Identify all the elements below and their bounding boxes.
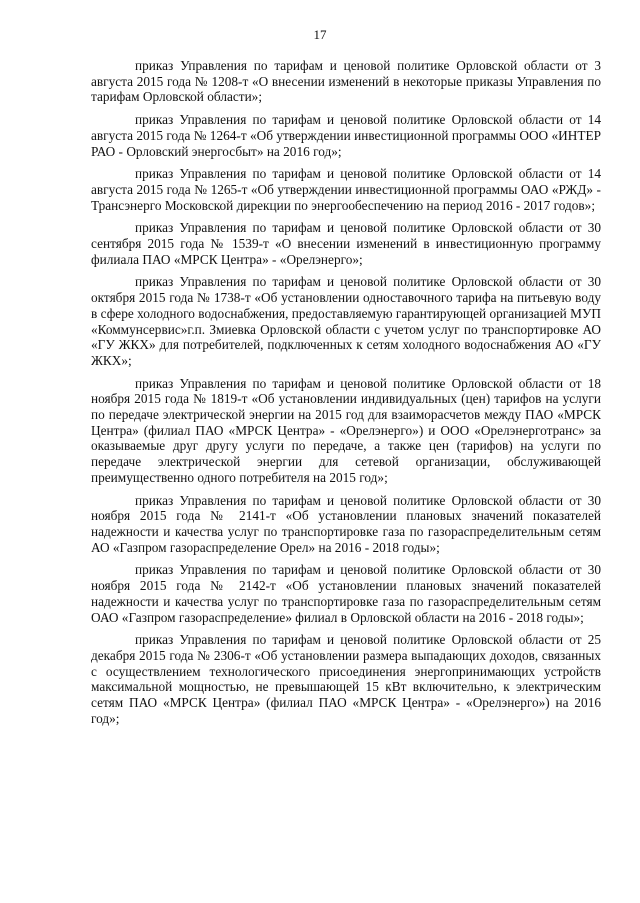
paragraph-3: приказ Управления по тарифам и ценовой политике Орловской области от 14 августа 2015 года № 1265-т «Об утверждении инвестиционной программы ОАО «РЖД» - Трансэнерго Московской дирекции по энергообеспечению на период 2016 - 2017 годов»; (91, 166, 601, 213)
paragraph-9: приказ Управления по тарифам и ценовой политике Орловской области от 25 декабря 2015 года № 2306-т «Об установлении размера выпадающих доходов, связанных с осуществлением технологического присоединения энергопринимающих устройств максимальной мощностью, не превышающей 15 кВт включительно, к электрическим сетям ПАО «МРСК Центра» (филиал ПАО «МРСК Центра» - «Орелэнерго») на 2016 год»; (91, 632, 601, 726)
paragraph-2: приказ Управления по тарифам и ценовой политике Орловской области от 14 августа 2015 года № 1264-т «Об утверждении инвестиционной программы ООО «ИНТЕР РАО - Орловский энергосбыт» на 2016 год»; (91, 112, 601, 159)
paragraph-4: приказ Управления по тарифам и ценовой политике Орловской области от 30 сентября 2015 года № 1539-т «О внесении изменений в инвестиционную программу филиала ПАО «МРСК Центра» - «Орелэнерго»; (91, 220, 601, 267)
paragraph-7: приказ Управления по тарифам и ценовой политике Орловской области от 30 ноября 2015 года № 2141-т «Об установлении плановых значений показателей надежности и качества услуг по транспортировке газа по газораспределительным сетям АО «Газпром газораспределение Орел» на 2016 - 2018 годы»; (91, 492, 601, 555)
paragraph-5: приказ Управления по тарифам и ценовой политике Орловской области от 30 октября 2015 года № 1738-т «Об установлении одноставочного тарифа на питьевую воду в сфере холодного водоснабжения, предоставляемую гарантирующей организацией МУП «Коммунсервис»г.п. Змиевка Орловской области с учетом услуг по транспортировке АО «ГУ ЖКХ» для потребителей, подключенных к сетям холодного водоснабжения АО «ГУ ЖКХ»; (91, 274, 601, 368)
paragraph-8: приказ Управления по тарифам и ценовой политике Орловской области от 30 ноября 2015 года № 2142-т «Об установлении плановых значений показателей надежности и качества услуг по транспортировке газа по газораспределительным сетям ОАО «Газпром газораспределение» филиал в Орловской области на 2016 - 2018 годы»; (91, 562, 601, 625)
paragraph-6: приказ Управления по тарифам и ценовой политике Орловской области от 18 ноября 2015 года № 1819-т «Об установлении индивидуальных (цен) тарифов на услуги по передаче электрической энергии на 2015 год для взаиморасчетов между ПАО «МРСК Центра» (филиал ПАО «МРСК Центра» - «Орелэнерго») и ООО «Орелэнерготранс» за оказываемые друг другу услуги по передаче, а также цен (тарифов) на услуги по передаче электрической энергии для сетевой организации, обслуживающей преимущественно одного потребителя на 2015 год»; (91, 375, 601, 485)
page-number: 17 (313, 27, 327, 42)
paragraph-1: приказ Управления по тарифам и ценовой политике Орловской области от 3 августа 2015 года № 1208-т «О внесении изменений в некоторые приказы Управления по тарифам Орловской области»; (91, 58, 601, 105)
document-body (91, 58, 601, 733)
